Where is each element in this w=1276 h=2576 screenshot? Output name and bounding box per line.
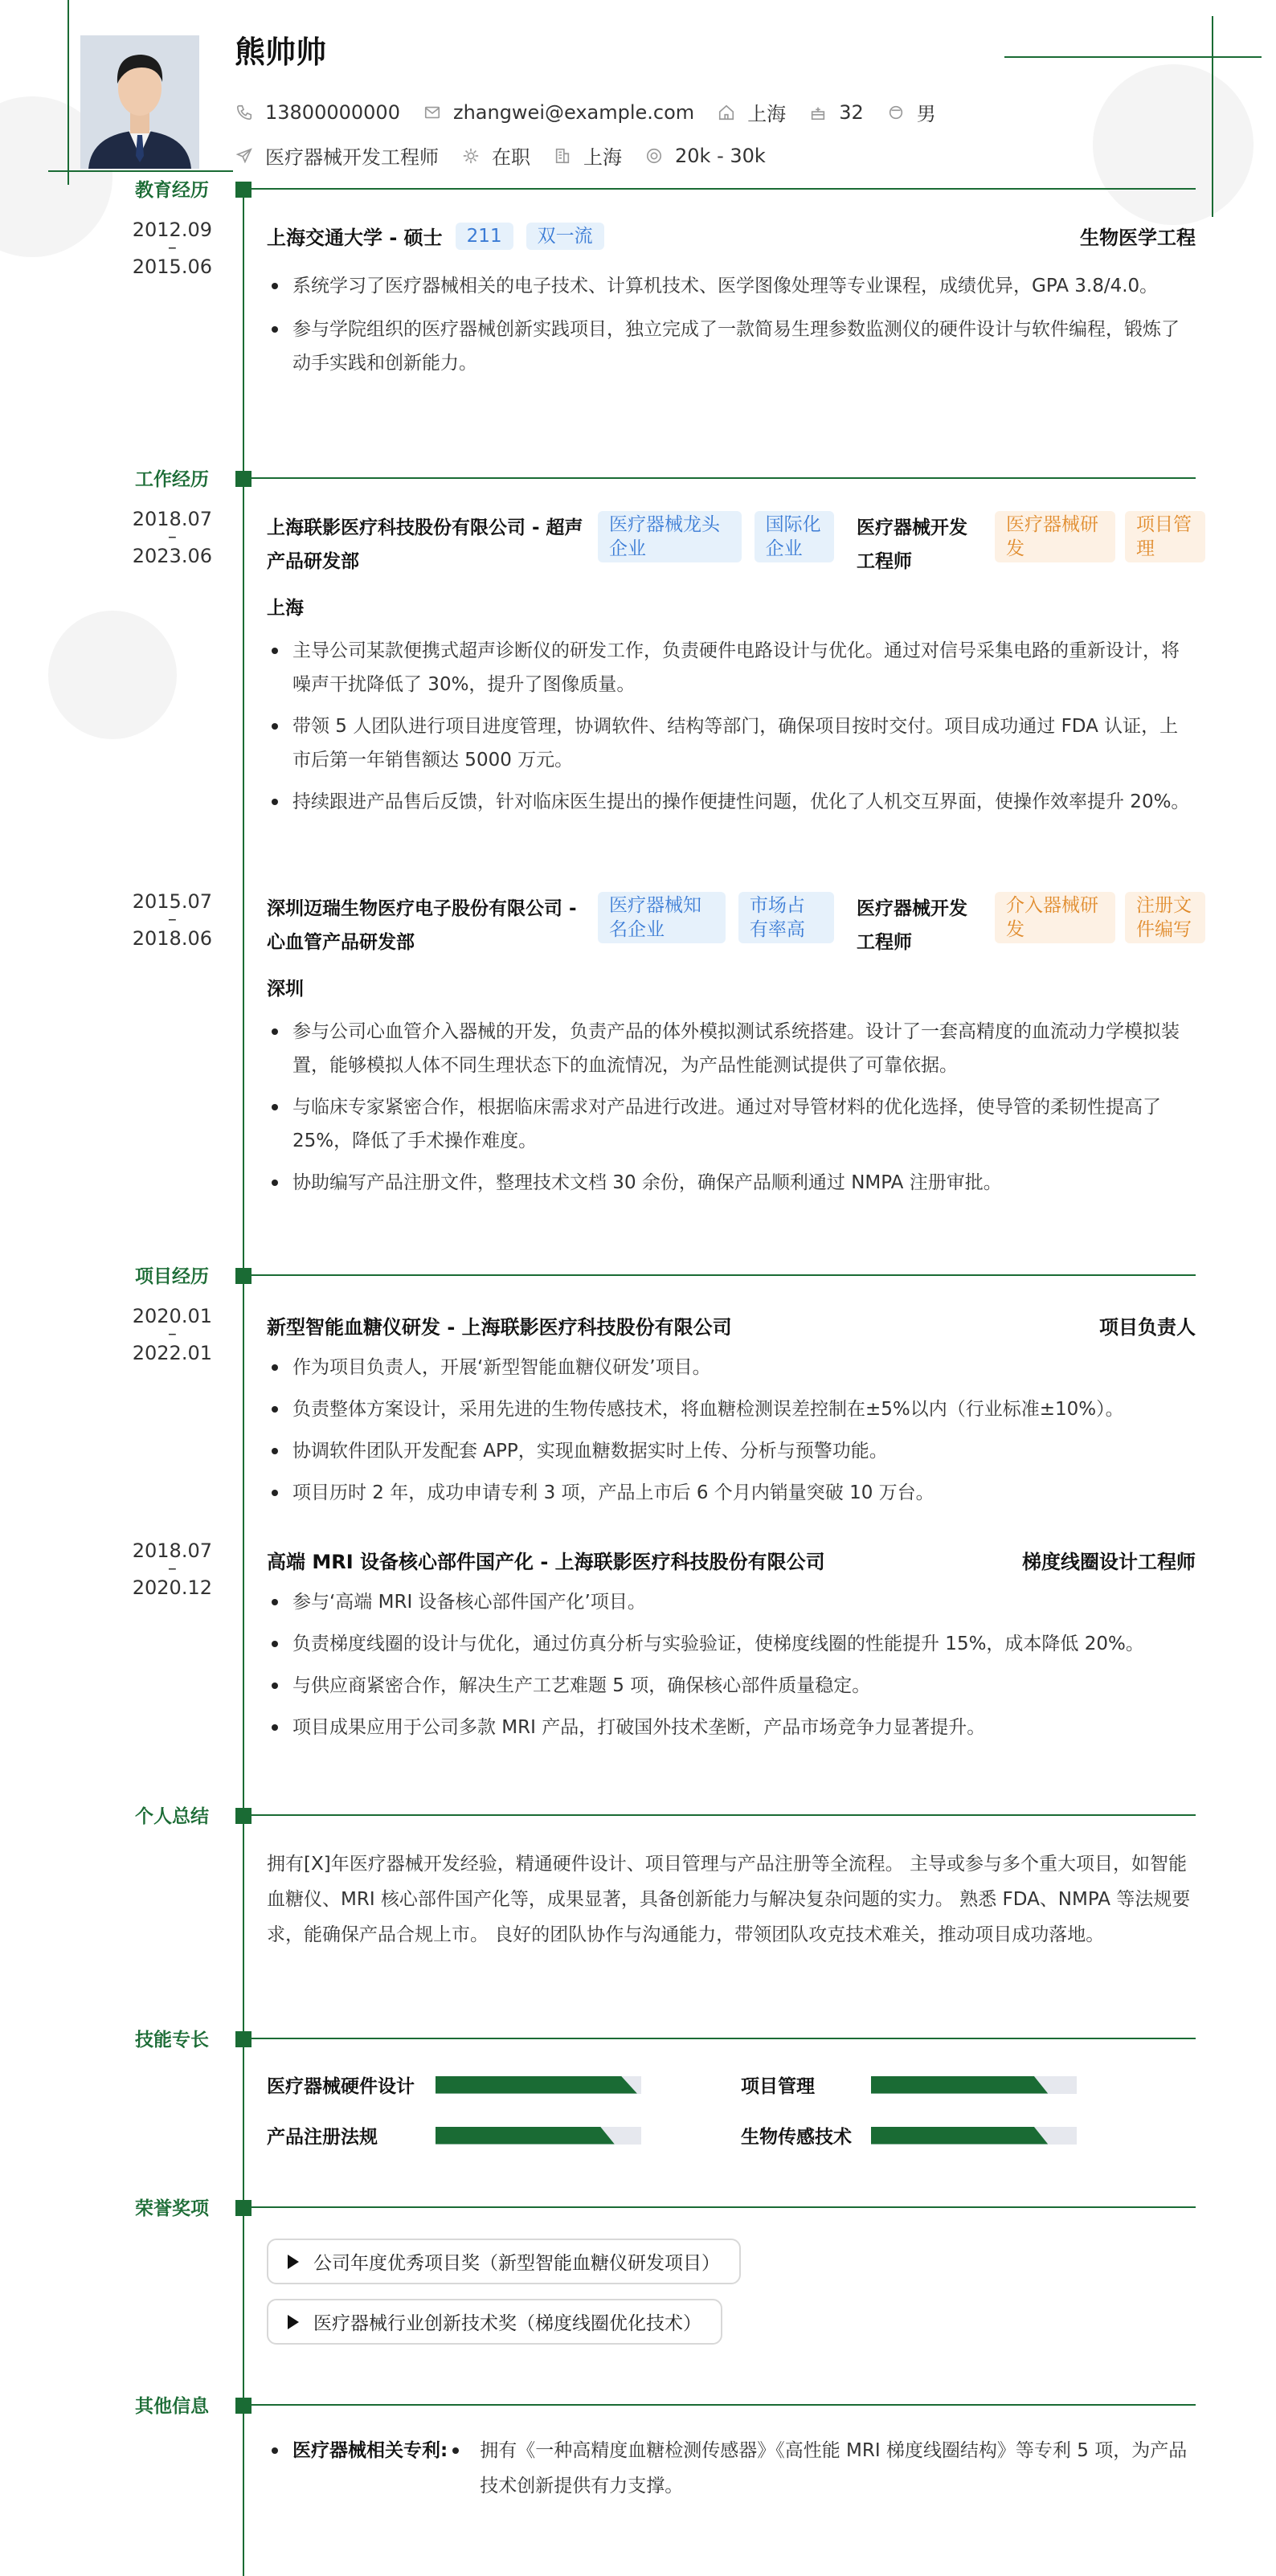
contact-info-row xyxy=(235,98,959,126)
portrait-image xyxy=(80,35,199,169)
section-marker xyxy=(235,1268,252,1284)
date-end: 2018.06 xyxy=(132,927,212,950)
section-divider xyxy=(249,2038,1196,2039)
section-title-education: 教育经历 xyxy=(135,180,209,201)
project-role: 项目负责人 xyxy=(1099,1316,1196,1339)
award-item xyxy=(267,2299,722,2345)
award-item xyxy=(267,2239,741,2284)
list-item: 负责整体方案设计，采用先进的生物传感技术，将血糖检测误差控制在±5%以内（行业标准±10%）。 xyxy=(267,1392,1196,1426)
company-tag: 市场占有率高 xyxy=(738,892,834,943)
company-tag: 国际化企业 xyxy=(755,511,834,562)
skill-bar xyxy=(436,2127,641,2145)
school-tag: 211 xyxy=(456,223,513,250)
list-item: 与供应商紧密合作，解决生产工艺难题 5 项，确保核心部件质量稳定。 xyxy=(267,1669,1196,1703)
position-tag: 注册文件编写 xyxy=(1125,892,1205,943)
major: 生物医学工程 xyxy=(1080,227,1196,249)
gender-value: 男 xyxy=(916,103,936,125)
date-start: 2018.07 xyxy=(132,508,212,530)
summary-text: 拥有[X]年医疗器械开发经验，精通硬件设计、项目管理与产品注册等全流程。 主导或参与多个重大项目，如智能血糖仪、MRI 核心部件国产化等，成果显著，具备创新能力与解决复杂问题的实力。 熟悉 FDA、NMPA 等法规要求，能确保产品合规上市。 良好的团队协作与沟通能力，带领团队攻克技术难关，推动项目成功落地。 xyxy=(267,1854,1191,1945)
location-item xyxy=(717,98,786,126)
education-entry xyxy=(267,222,1196,380)
location-value: 上海 xyxy=(747,103,787,125)
cake-icon xyxy=(808,103,828,122)
date-end: 2015.06 xyxy=(132,256,212,278)
target-city-item xyxy=(553,141,622,170)
skill-name: 生物传感技术 xyxy=(741,2127,852,2148)
play-icon xyxy=(288,2255,299,2269)
date-range: 2018.07 – 2020.12 xyxy=(132,1539,212,1599)
timeline-spine xyxy=(243,185,244,2576)
date-end: 2022.01 xyxy=(132,1342,212,1364)
section-divider xyxy=(249,1274,1196,1276)
section-divider xyxy=(249,1814,1196,1816)
list-item: 参与‘高端 MRI 设备核心部件国产化’项目。 xyxy=(267,1585,1196,1619)
skill-name: 医疗器械硬件设计 xyxy=(267,2076,415,2097)
age-value: 32 xyxy=(839,100,864,124)
school-name: 上海交通大学 - 硕士 xyxy=(267,227,443,249)
decorative-line xyxy=(1004,56,1262,58)
section-marker xyxy=(235,2031,252,2047)
position-tag: 介入器械研发 xyxy=(995,892,1115,943)
gender-item xyxy=(886,98,936,126)
other-info xyxy=(267,2433,1196,2504)
age-item xyxy=(808,101,864,124)
phone-item xyxy=(235,101,400,124)
list-item: 带领 5 人团队进行项目进度管理，协调软件、结构等部门，确保项目按时交付。项目成功通过 FDA 认证，上市后第一年销售额达 5000 万元。 xyxy=(267,709,1196,777)
salary-item xyxy=(644,145,766,167)
section-title-projects: 项目经历 xyxy=(135,1266,209,1287)
avatar xyxy=(80,35,199,169)
status-value: 在职 xyxy=(492,146,530,169)
company-name: 深圳迈瑞生物医疗电子股份有限公司 - 心血管产品研发部 xyxy=(267,898,577,953)
date-range: 2012.09 – 2015.06 xyxy=(132,219,212,278)
date-start: 2012.09 xyxy=(132,219,212,241)
skills-grid xyxy=(267,2071,1196,2149)
company-name: 上海联影医疗科技股份有限公司 - 超声产品研发部 xyxy=(267,517,583,572)
award-text: 医疗器械行业创新技术奖（梯度线圈优化技术） xyxy=(313,2313,701,2334)
list-item: 参与公司心血管介入器械的开发，负责产品的体外模拟测试系统搭建。设计了一套高精度的血流动力学模拟装置，能够模拟人体不同生理状态下的血流情况，为产品性能测试提供了可靠依据。 xyxy=(267,1015,1196,1082)
status-icon xyxy=(461,146,481,166)
awards-list xyxy=(267,2239,1196,2359)
skill-bar-fill xyxy=(436,2076,637,2094)
email-value: zhangwei@example.com xyxy=(452,100,695,124)
skill-bar xyxy=(871,2127,1077,2145)
candidate-name: 熊帅帅 xyxy=(235,35,327,70)
date-range: 2015.07 – 2018.06 xyxy=(132,890,212,950)
list-item: 项目历时 2 年，成功申请专利 3 项，产品上市后 6 个月内销量突破 10 万台。 xyxy=(267,1476,1196,1510)
list-item: 协助编写产品注册文件，整理技术文档 30 余份，确保产品顺利通过 NMPA 注册审批。 xyxy=(267,1166,1196,1200)
email-item xyxy=(423,101,694,124)
phone-icon xyxy=(235,103,254,122)
company-tag: 医疗器械龙头企业 xyxy=(598,511,742,562)
list-item: 项目成果应用于公司多款 MRI 产品，打破国外技术垄断，产品市场竞争力显著提升。 xyxy=(267,1711,1196,1744)
section-title-work: 工作经历 xyxy=(135,469,209,490)
section-divider xyxy=(249,2206,1196,2208)
list-item: 系统学习了医疗器械相关的电子技术、计算机技术、医学图像处理等专业课程，成绩优异，GPA 3.8/4.0。 xyxy=(267,269,1196,303)
play-icon xyxy=(288,2315,299,2329)
decorative-line xyxy=(48,170,233,172)
position-value: 医疗器械开发工程师 xyxy=(265,146,439,169)
section-marker xyxy=(235,2200,252,2216)
coin-icon xyxy=(644,146,664,166)
home-icon xyxy=(717,103,736,122)
position-tag: 医疗器械研发 xyxy=(995,511,1115,562)
skill-bar-fill xyxy=(436,2127,615,2145)
work-entry xyxy=(267,511,1196,819)
section-divider xyxy=(249,188,1196,190)
skill-bar-fill xyxy=(871,2127,1048,2145)
work-city: 深圳 xyxy=(267,979,304,1000)
job-title: 医疗器械开发工程师 xyxy=(857,898,967,953)
school-tag: 双一流 xyxy=(526,223,604,250)
list-item: 持续跟进产品售后反馈，针对临床医生提出的操作便捷性问题，优化了人机交互界面，使操作效率提升 20%。 xyxy=(267,785,1196,819)
list-item: 协调软件团队开发配套 APP，实现血糖数据实时上传、分析与预警功能。 xyxy=(267,1434,1196,1468)
section-divider xyxy=(249,477,1196,479)
skill-bar-fill xyxy=(871,2076,1048,2094)
position-item xyxy=(235,141,439,170)
date-start: 2020.01 xyxy=(132,1305,212,1327)
decorative-line xyxy=(1212,16,1213,217)
work-entry xyxy=(267,892,1196,1200)
work-city: 上海 xyxy=(267,598,304,619)
project-name: 新型智能血糖仪研发 - 上海联影医疗科技股份有限公司 xyxy=(267,1316,732,1339)
job-title: 医疗器械开发工程师 xyxy=(857,517,967,572)
job-intent-row xyxy=(235,141,788,170)
section-title-skills: 技能专长 xyxy=(135,2030,209,2051)
list-item: 负责梯度线圈的设计与优化，通过仿真分析与实验验证，使梯度线圈的性能提升 15%，成本降低 20%。 xyxy=(267,1627,1196,1661)
skill-name: 项目管理 xyxy=(741,2076,815,2097)
list-item: 主导公司某款便携式超声诊断仪的研发工作，负责硬件电路设计与优化。通过对信号采集电路的重新设计，将噪声干扰降低了 30%，提升了图像质量。 xyxy=(267,634,1196,701)
section-title-other: 其他信息 xyxy=(135,2396,209,2417)
list-item: 与临床专家紧密合作，根据临床需求对产品进行改进。通过对导管材料的优化选择，使导管的柔韧性提高了 25%，降低了手术操作难度。 xyxy=(267,1090,1196,1158)
skill-item xyxy=(741,2122,1196,2149)
other-label: 医疗器械相关专利: xyxy=(267,2433,448,2468)
date-end: 2020.12 xyxy=(132,1576,212,1599)
skill-name: 产品注册法规 xyxy=(267,2127,378,2148)
status-item xyxy=(461,141,530,170)
list-item: 作为项目负责人，开展‘新型智能血糖仪研发’项目。 xyxy=(267,1351,1196,1384)
section-marker xyxy=(235,2398,252,2414)
date-end: 2023.06 xyxy=(132,545,212,567)
section-marker xyxy=(235,1808,252,1824)
section-marker xyxy=(235,182,252,198)
date-range: 2020.01 – 2022.01 xyxy=(132,1305,212,1364)
project-entry xyxy=(267,1546,1196,1744)
skill-item xyxy=(267,2122,741,2149)
decorative-line xyxy=(67,0,69,185)
project-entry xyxy=(267,1311,1196,1510)
skill-item xyxy=(267,2071,741,2098)
other-value: 拥有《一种高精度血糖检测传感器》《高性能 MRI 梯度线圈结构》等专利 5 项，为产品技术创新提供有力支撑。 xyxy=(448,2433,1196,2504)
section-marker xyxy=(235,471,252,487)
award-text: 公司年度优秀项目奖（新型智能血糖仪研发项目） xyxy=(313,2253,720,2274)
position-tag: 项目管理 xyxy=(1125,511,1205,562)
date-start: 2018.07 xyxy=(132,1539,212,1562)
section-divider xyxy=(249,2404,1196,2406)
building-icon xyxy=(553,146,572,166)
salary-value: 20k - 30k xyxy=(675,144,766,167)
target-city-value: 上海 xyxy=(583,146,622,169)
project-name: 高端 MRI 设备核心部件国产化 - 上海联影医疗科技股份有限公司 xyxy=(267,1551,825,1573)
section-title-awards: 荣誉奖项 xyxy=(135,2198,209,2219)
mail-icon xyxy=(423,103,442,122)
date-range: 2018.07 – 2023.06 xyxy=(132,508,212,567)
project-role: 梯度线圈设计工程师 xyxy=(1022,1551,1196,1573)
decorative-circle-top-right xyxy=(1093,64,1254,225)
gender-icon xyxy=(886,103,906,122)
date-start: 2015.07 xyxy=(132,890,212,913)
phone-value: 13800000000 xyxy=(265,100,400,124)
list-item: 参与学院组织的医疗器械创新实践项目，独立完成了一款简易生理参数监测仪的硬件设计与软件编程，锻炼了动手实践和创新能力。 xyxy=(267,313,1196,380)
decorative-circle-mid-left xyxy=(48,611,177,739)
skill-bar xyxy=(871,2076,1077,2094)
skill-bar xyxy=(436,2076,641,2094)
section-title-summary: 个人总结 xyxy=(135,1806,209,1827)
send-icon xyxy=(235,146,254,166)
skill-item xyxy=(741,2071,1196,2098)
company-tag: 医疗器械知名企业 xyxy=(598,892,726,943)
